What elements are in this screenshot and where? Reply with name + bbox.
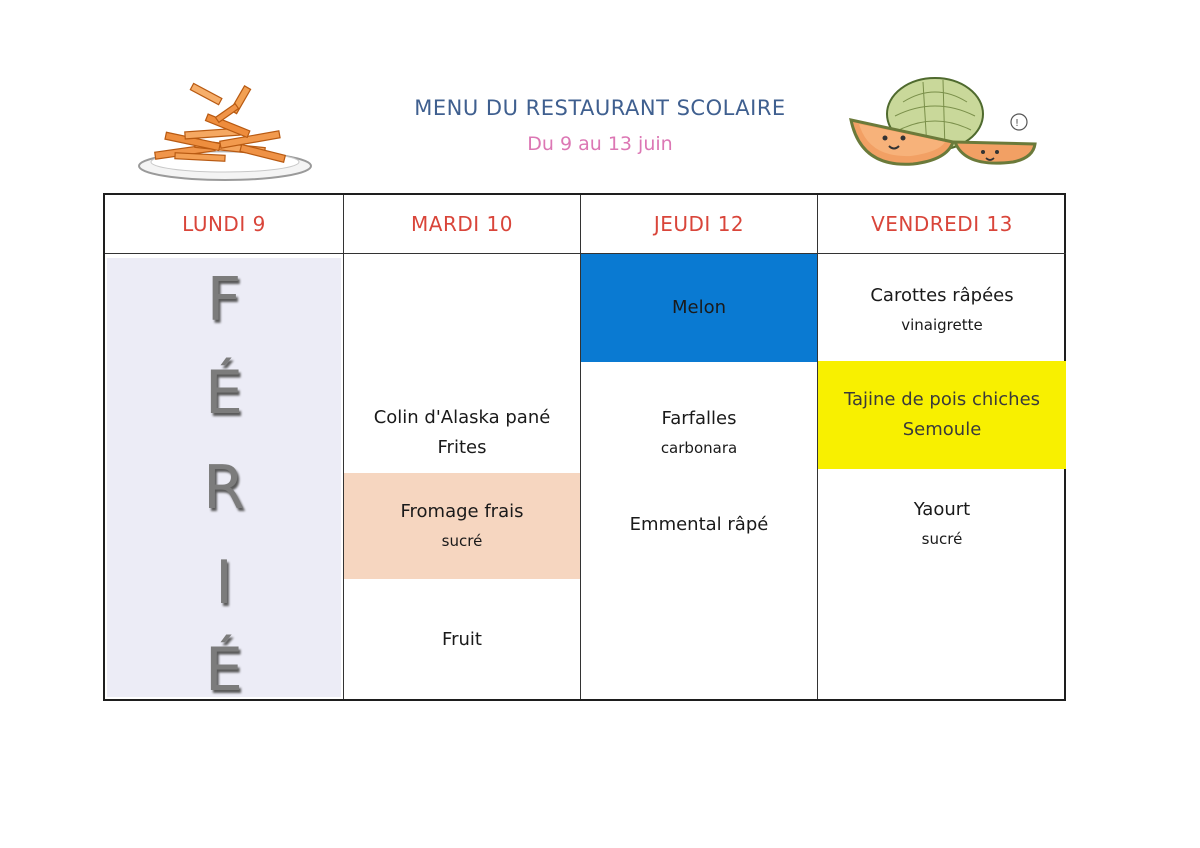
ferie-letter: F	[206, 265, 242, 335]
dish-name: Farfalles	[661, 408, 737, 429]
dish-name: Melon	[671, 297, 727, 318]
dish-name: Colin d'Alaska pané	[373, 407, 551, 428]
day-header: JEUDI 12	[581, 195, 817, 254]
dish-name: Tajine de pois chiches	[843, 389, 1041, 410]
dish-name: Emmental râpé	[629, 514, 769, 535]
day-header: MARDI 10	[344, 195, 580, 254]
column-vendredi	[817, 195, 1066, 699]
fries-illustration-icon	[135, 82, 315, 186]
dish-note: vinaigrette	[901, 316, 983, 334]
menu-item	[344, 579, 580, 701]
ferie-letter: É	[205, 635, 243, 705]
menu-item	[581, 485, 817, 565]
dish-note: sucré	[921, 530, 963, 548]
ferie-letter: É	[205, 358, 243, 428]
date-range: Du 9 au 13 juin	[527, 133, 673, 155]
dish-name: Fruit	[442, 629, 482, 650]
menu-item-highlight	[344, 473, 580, 579]
menu-item-highlight	[818, 361, 1066, 469]
dish-note: carbonara	[660, 439, 738, 457]
menu-item-highlight	[581, 254, 817, 362]
dish-name: Yaourt	[913, 499, 971, 520]
menu-item	[581, 365, 817, 501]
dish-note: sucré	[441, 532, 483, 550]
dish-side: Semoule	[902, 419, 982, 440]
svg-text:!: !	[1015, 118, 1020, 129]
ferie-letter: I	[215, 548, 233, 618]
day-header: VENDREDI 13	[818, 195, 1066, 254]
menu-item	[818, 481, 1066, 567]
column-lundi	[105, 195, 343, 705]
ferie-letter: R	[203, 453, 245, 523]
dish-name: Fromage frais	[400, 501, 524, 522]
day-header: LUNDI 9	[105, 195, 343, 254]
ferie-block	[107, 258, 341, 705]
menu-item	[818, 257, 1066, 363]
page-title: MENU DU RESTAURANT SCOLAIRE	[414, 96, 786, 120]
melon-illustration-icon	[843, 72, 1038, 182]
dish-name: Carottes râpées	[870, 285, 1014, 306]
column-jeudi	[580, 195, 817, 699]
column-mardi	[343, 195, 580, 699]
dish-side: Frites	[437, 437, 487, 458]
menu-table	[103, 193, 1066, 705]
